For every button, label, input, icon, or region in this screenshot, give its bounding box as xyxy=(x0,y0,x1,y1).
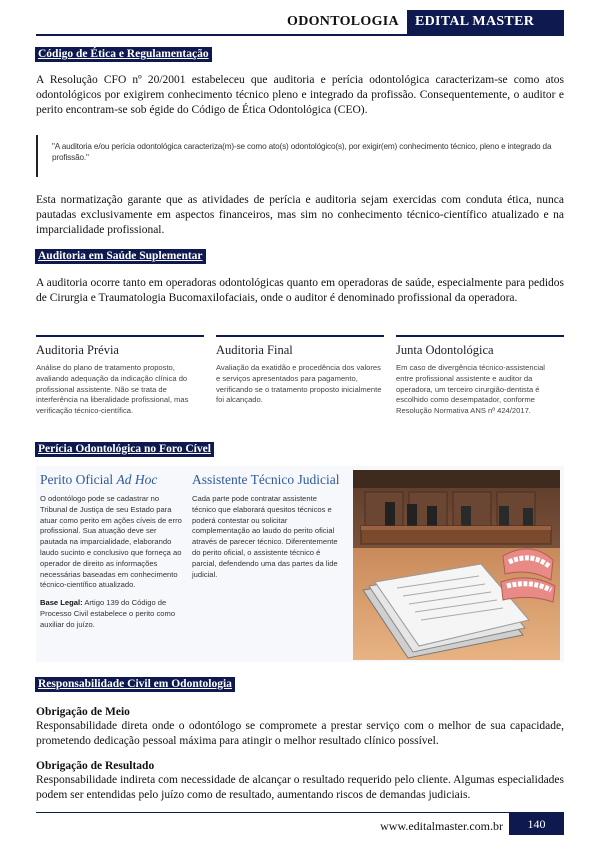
legal-basis-label: Base Legal: xyxy=(40,598,83,608)
section-title-supplementary: Auditoria em Saúde Suplementar xyxy=(35,249,206,264)
forensic-panel xyxy=(36,466,564,662)
audit-cards xyxy=(36,335,564,417)
result-obligation-text: Responsabilidade indireta com necessidade de alcançar o resultado requerido pelo cliente. Algumas especialidades podem ser entendidas pelo juízo como de resultado, aumentando riscos de demandas judiciais. xyxy=(36,774,564,801)
official-title-prefix: Perito Oficial xyxy=(40,472,117,487)
card-text: Avaliação da exatidão e procedência dos valores e serviços apresentados para pagamento, verificando se o tratamento proposto inicialmente foi alcançado. xyxy=(216,363,382,405)
footer-rule xyxy=(36,812,564,813)
supplementary-paragraph: A auditoria ocorre tanto em operadoras odontológicas quanto em operadoras de saúde, especialmente para pedidos de Cirurgia e Traumatologia Bucomaxilofaciais, onde o auditor é denominado profissional da operadora. xyxy=(36,277,564,304)
means-obligation-title: Obrigação de Meio xyxy=(36,706,130,718)
footer-url: www.editalmaster.com.br xyxy=(380,819,503,833)
official-expert-title xyxy=(40,472,185,487)
courtroom-dentures-illustration xyxy=(353,470,560,660)
official-title-italic: Ad Hoc xyxy=(116,472,158,487)
technical-assistant-title: Assistente Técnico Judicial xyxy=(192,472,340,487)
card-final-audit xyxy=(216,335,384,417)
card-title: Auditoria Prévia xyxy=(36,343,119,357)
means-obligation-text: Responsabilidade direta onde o odontólogo se compromete a prestar serviço com o melhor de sua capacidade, prometendo dedicação pessoal máxima para atingir o melhor resultado clínico possível. xyxy=(36,720,564,747)
card-text: Em caso de divergência técnico-assistencial entre profissional assistente e auditor da operadora, um terceiro cirurgião-dentista é escolhido como desempatador, conforme Resolução Normativa ANS nº 424/2017. xyxy=(396,363,545,416)
page-header xyxy=(283,10,564,34)
legal-basis xyxy=(40,598,185,630)
section-title-forensic: Perícia Odontológica no Foro Cível xyxy=(35,442,214,457)
header-subject: ODONTOLOGIA xyxy=(287,14,399,29)
official-expert-text: O odontólogo pode se cadastrar no Tribunal de Justiça de seu Estado para atuar como perito em ações cíveis de erro profissional. Sua atuação deve ser pautada na imparcialidade, elaborando laudo sucinto e conclusivo que forneça ao operador de direito as informações necessárias baseadas em conhecimento técnico-científico atualizado. xyxy=(40,494,182,590)
section-title-ethics: Código de Ética e Regulamentação xyxy=(35,47,212,62)
card-dental-board xyxy=(396,335,564,417)
section-title-civil: Responsabilidade Civil em Odontologia xyxy=(35,677,235,692)
card-prior-audit xyxy=(36,335,204,417)
technical-assistant-column xyxy=(192,472,340,580)
card-title: Junta Odontológica xyxy=(396,343,494,357)
ethics-quote: "A auditoria e/ou perícia odontológica caracteriza(m)-se como ato(s) odontológico(s), por exigir(em) conhecimento técnico, pleno e integrado da profissão." xyxy=(36,135,564,177)
header-brand: EDITAL MASTER xyxy=(407,10,564,34)
official-expert-column xyxy=(40,472,185,631)
ethics-paragraph-1: A Resolução CFO nº 20/2001 estabeleceu que auditoria e perícia odontológica caracterizam-se como atos odontológicos por exigirem conhecimento técnico pleno e integrado da profissão. Consequentemente, o auditor e perito encontram-se sob égide do Código de Ética Odontológica (CEO). xyxy=(36,74,564,116)
technical-assistant-text: Cada parte pode contratar assistente técnico que elaborará quesitos técnicos e poderá contestar ou solicitar complementação ao laudo do perito oficial através de parecer técnico. Diferentemente do perito oficial, o assistente técnico é parcial, defendendo uma das partes da lide judicial. xyxy=(192,494,338,579)
page-number: 140 xyxy=(509,813,564,835)
result-obligation-title: Obrigação de Resultado xyxy=(36,760,155,772)
ethics-paragraph-2: Esta normatização garante que as atividades de perícia e auditoria sejam exercidas com conduta ética, nunca pautadas exclusivamente em aspectos financeiros, mas sim no conhecimento técnico-científico atualizado e na imparcialidade profissional. xyxy=(36,194,564,236)
header-rule xyxy=(36,34,564,36)
card-title: Auditoria Final xyxy=(216,343,293,357)
card-text: Análise do plano de tratamento proposto, avaliando adequação da indicação clínica do profissional assistente. Não se trata de interferência na liberalidade profissional, mas verificação técnico-científica. xyxy=(36,363,189,416)
legal-basis-text: Artigo 139 do Código de Processo Civil estabelece o perito como auxiliar do juízo. xyxy=(40,598,176,629)
